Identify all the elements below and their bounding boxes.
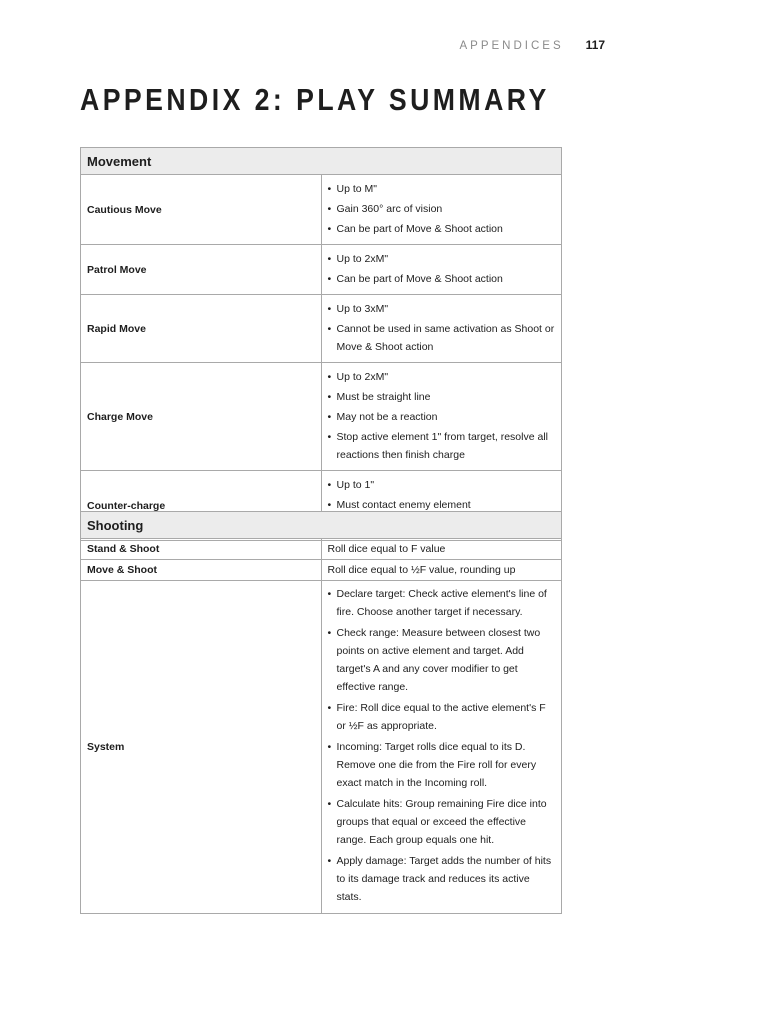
list-item: • Must be straight line bbox=[328, 388, 556, 406]
list-item: • Gain 360° arc of vision bbox=[328, 200, 556, 218]
movement-table-heading: Movement bbox=[81, 148, 562, 175]
list-item: • Cannot be used in same activation as Shoot or Move & Shoot action bbox=[328, 320, 556, 356]
row-content bbox=[321, 175, 562, 245]
list-item: • May not be a reaction bbox=[328, 408, 556, 426]
shooting-table-heading: Shooting bbox=[81, 512, 562, 539]
table-row bbox=[81, 363, 562, 471]
row-label: Move & Shoot bbox=[81, 560, 322, 581]
table-row bbox=[81, 539, 562, 560]
row-label: Rapid Move bbox=[81, 295, 322, 363]
list-item: • Up to 2xM" bbox=[328, 250, 556, 268]
list-item: • Up to 3xM" bbox=[328, 300, 556, 318]
list-item: • Up to 1" bbox=[328, 476, 556, 494]
movement-table bbox=[80, 147, 562, 541]
bullet-list bbox=[328, 585, 556, 906]
row-content bbox=[321, 581, 562, 914]
row-label: Charge Move bbox=[81, 363, 322, 471]
row-content bbox=[321, 295, 562, 363]
row-content bbox=[321, 363, 562, 471]
bullet-list bbox=[328, 300, 556, 356]
section-name: APPENDICES bbox=[459, 40, 564, 52]
row-label: Counter-charge bbox=[81, 471, 322, 541]
bullet-list bbox=[328, 180, 556, 238]
row-label: Stand & Shoot bbox=[81, 539, 322, 560]
list-item: • Must contact enemy element bbox=[328, 496, 556, 514]
row-content: Roll dice equal to F value bbox=[321, 539, 562, 560]
bullet-list bbox=[328, 250, 556, 288]
table-row bbox=[81, 175, 562, 245]
list-item: • Calculate hits: Group remaining Fire dice into groups that equal or exceed the effective range. Each group equals one hit. bbox=[328, 795, 556, 849]
row-content: Roll dice equal to ½F value, rounding up bbox=[321, 560, 562, 581]
row-label: Cautious Move bbox=[81, 175, 322, 245]
row-label: System bbox=[81, 581, 322, 914]
table-row bbox=[81, 560, 562, 581]
table-row bbox=[81, 245, 562, 295]
list-item: • Check range: Measure between closest two points on active element and target. Add target's A and any cover modifier to get effective range. bbox=[328, 624, 556, 696]
list-item: • Can be part of Move & Shoot action bbox=[328, 220, 556, 238]
list-item: • Declare target: Check active element's line of fire. Choose another target if necessary. bbox=[328, 585, 556, 621]
page-title: APPENDIX 2: PLAY SUMMARY bbox=[80, 82, 550, 117]
row-content bbox=[321, 245, 562, 295]
list-item: • Apply damage: Target adds the number of hits to its damage track and reduces its active stats. bbox=[328, 852, 556, 906]
list-item: • Up to 2xM" bbox=[328, 368, 556, 386]
list-item: • Incoming: Target rolls dice equal to its D. Remove one die from the Fire roll for every exact match in the Incoming roll. bbox=[328, 738, 556, 792]
row-label: Patrol Move bbox=[81, 245, 322, 295]
shooting-table bbox=[80, 511, 562, 914]
list-item: • Up to M" bbox=[328, 180, 556, 198]
list-item: • Stop active element 1" from target, resolve all reactions then finish charge bbox=[328, 428, 556, 464]
list-item: • Fire: Roll dice equal to the active element's F or ½F as appropriate. bbox=[328, 699, 556, 735]
running-header bbox=[460, 38, 606, 52]
table-row bbox=[81, 581, 562, 914]
table-row bbox=[81, 295, 562, 363]
bullet-list bbox=[328, 368, 556, 464]
list-item: • Can be part of Move & Shoot action bbox=[328, 270, 556, 288]
page-number: 117 bbox=[585, 38, 605, 52]
